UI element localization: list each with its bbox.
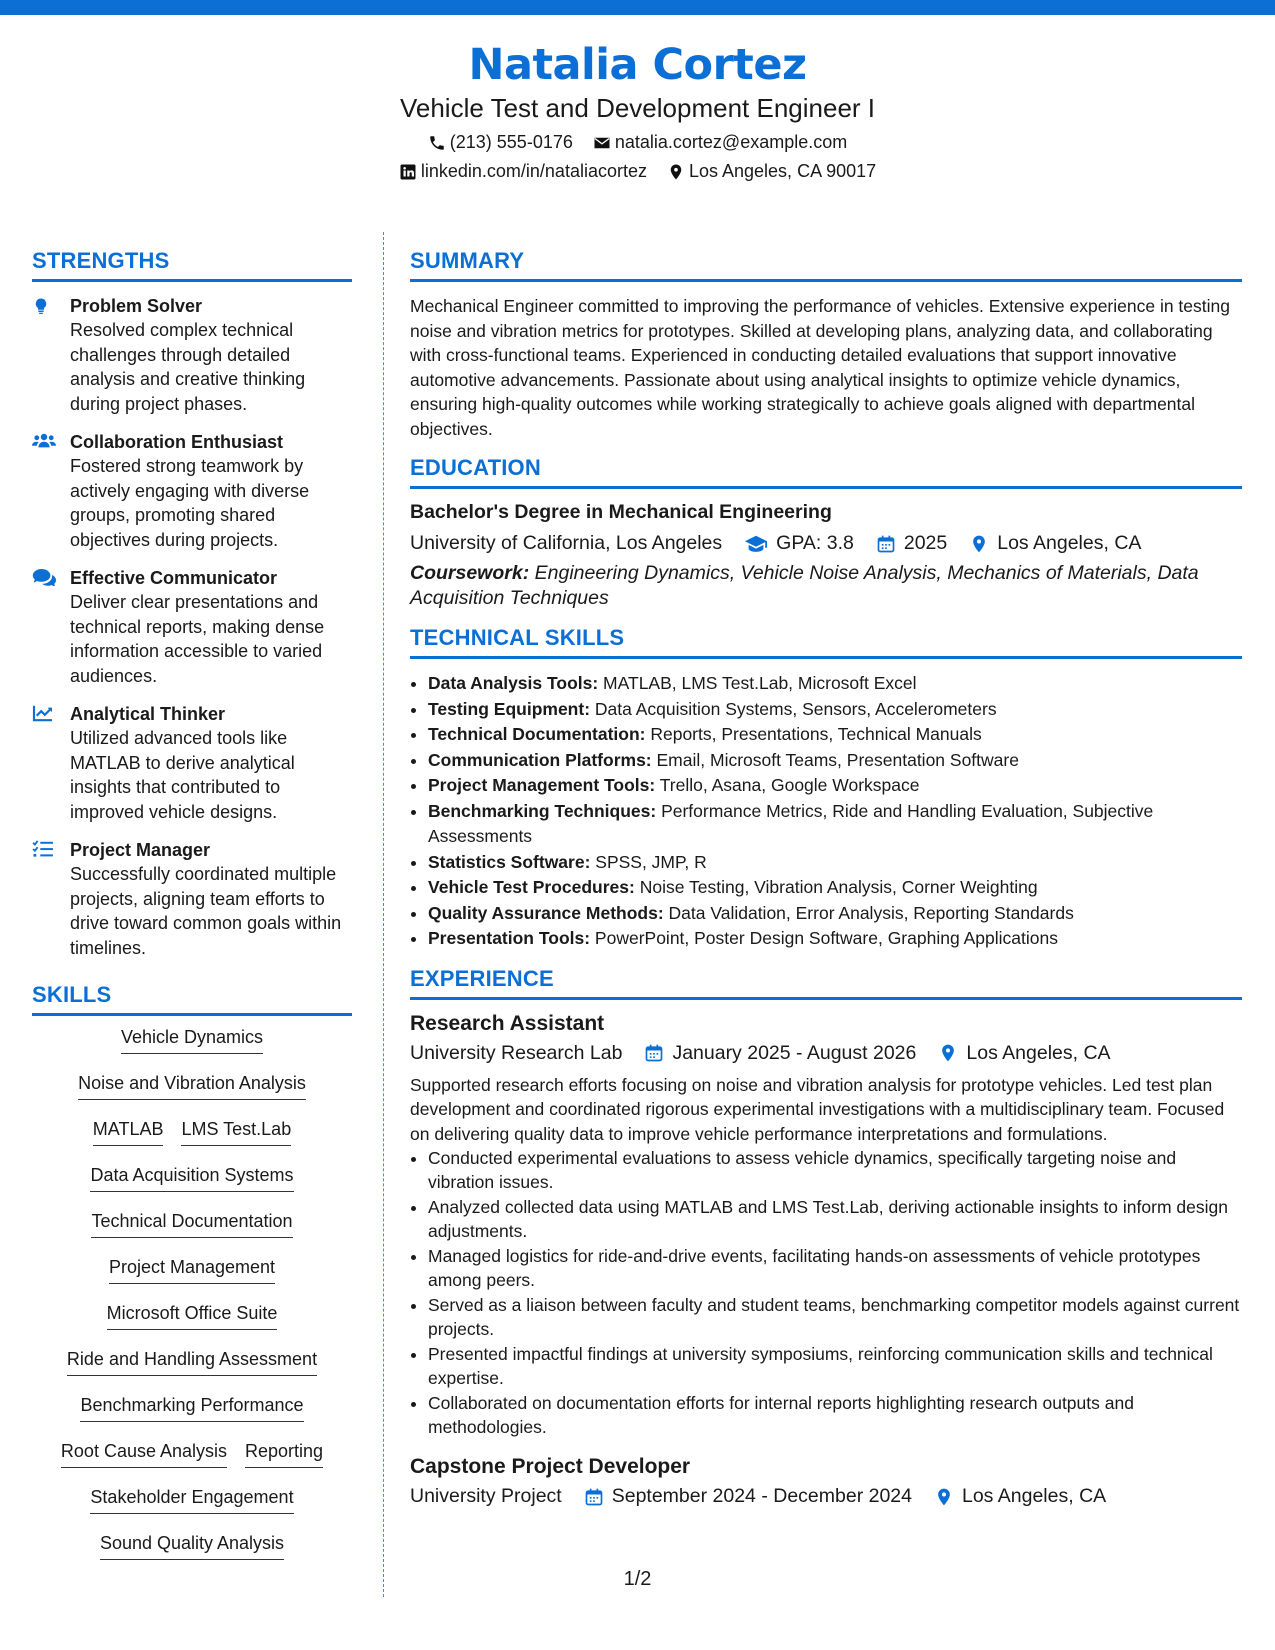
job-dates: January 2025 - August 2026 <box>672 1041 917 1064</box>
strength-title: Project Manager <box>70 840 211 860</box>
technical-skill-value: Performance Metrics, Ride and Handling Evaluation, Subjective Assessments <box>428 800 1154 846</box>
skill-tag: Data Acquisition Systems <box>90 1164 293 1192</box>
technical-skill-label: Data Analysis Tools: <box>428 673 599 693</box>
technical-skill-item <box>428 697 1242 723</box>
comments-icon <box>32 566 70 688</box>
job-meta <box>410 1042 1242 1065</box>
skill-row <box>32 1532 352 1560</box>
skill-row <box>32 1486 352 1514</box>
skill-tag: Root Cause Analysis <box>61 1440 227 1468</box>
right-column <box>410 248 1242 1524</box>
strength-description: Successfully coordinated multiple projects, aligning team efforts to drive toward common goals within timelines. <box>70 864 342 958</box>
skill-row <box>32 1164 352 1192</box>
coursework <box>410 561 1242 611</box>
location-pin-icon <box>938 1042 958 1064</box>
skill-tag: MATLAB <box>93 1118 164 1146</box>
job-title: Research Assistant <box>410 1011 605 1035</box>
technical-skill-item <box>428 748 1242 774</box>
job-location: Los Angeles, CA <box>966 1041 1111 1064</box>
candidate-name: Natalia Cortez <box>468 40 807 90</box>
location-pin-icon <box>934 1486 954 1508</box>
strength-description: Resolved complex technical challenges through detailed analysis and creative thinking during project phases. <box>70 320 306 414</box>
skill-row <box>32 1072 352 1100</box>
technical-skill-item <box>428 875 1242 901</box>
experience-section <box>410 966 1242 1509</box>
strength-item <box>32 430 352 552</box>
skill-row <box>32 1026 352 1054</box>
job-bullet: • Managed logistics for ride-and-drive events, facilitating hands-on assessments of vehicle prototypes among peers. <box>428 1244 1242 1292</box>
strengths-list <box>32 294 352 960</box>
technical-skill-value: PowerPoint, Poster Design Software, Graphing Applications <box>590 928 1058 948</box>
job-bullet: • Served as a liaison between faculty and student teams, benchmarking competitor models against current projects. <box>428 1293 1242 1341</box>
page-number: 1/2 <box>623 1568 652 1590</box>
skill-row <box>32 1256 352 1284</box>
technical-skill-value: Reports, Presentations, Technical Manuals <box>645 724 982 744</box>
skill-tag: Benchmarking Performance <box>80 1394 303 1422</box>
left-column <box>32 248 352 1578</box>
strengths-heading: STRENGTHS <box>32 248 352 282</box>
technical-skill-value: Email, Microsoft Teams, Presentation Software <box>651 749 1019 770</box>
job-bullet: • Collaborated on documentation efforts for internal reports highlighting research outputs and methodologies. <box>428 1391 1242 1439</box>
graduation-cap-icon <box>744 533 768 555</box>
calendar-icon <box>876 534 896 554</box>
skill-row <box>32 1118 352 1146</box>
list-check-icon <box>32 838 70 960</box>
location-pin-icon <box>667 163 685 181</box>
education-meta <box>410 532 1242 555</box>
phone <box>428 132 573 153</box>
strength-item <box>32 838 352 960</box>
skill-row <box>32 1348 352 1376</box>
technical-skill-value: Data Validation, Error Analysis, Reporting Standards <box>663 902 1074 923</box>
strength-item <box>32 702 352 824</box>
strength-description: Deliver clear presentations and technical reports, making dense information accessible to varied audiences. <box>70 592 325 686</box>
technical-skill-label: Vehicle Test Procedures: <box>428 877 635 897</box>
calendar-icon <box>644 1043 664 1063</box>
skill-tag: Stakeholder Engagement <box>90 1486 293 1514</box>
strength-title: Collaboration Enthusiast <box>70 432 284 452</box>
skill-tag: Technical Documentation <box>91 1210 292 1238</box>
technical-skill-value: Noise Testing, Vibration Analysis, Corner Weighting <box>634 877 1038 897</box>
resume-header <box>0 42 1275 182</box>
skills-heading: SKILLS <box>32 982 352 1016</box>
strength-title: Effective Communicator <box>70 568 278 588</box>
summary-text: Mechanical Engineer committed to improving the performance of vehicles. Extensive experience in testing noise and vibration metrics for prototypes. Skilled at developing plans, analyzing data, and collaborating with cross-functional teams. Experienced in conducting detailed evaluations that support innovative automotive advancements. Passionate about using analytical insights to optimize vehicle dynamics, ensuring high-quality outcomes while working strategically to achieve goals aligned with departmental objectives. <box>410 296 1230 439</box>
school-location: Los Angeles, CA <box>997 532 1142 554</box>
education-heading: EDUCATION <box>410 455 1242 489</box>
coursework-label: Coursework: <box>410 562 530 584</box>
job-entry <box>410 1012 1242 1440</box>
technical-skill-value: MATLAB, LMS Test.Lab, Microsoft Excel <box>598 673 917 693</box>
technical-skill-label: Statistics Software: <box>428 851 591 872</box>
technical-skills-list <box>410 671 1242 952</box>
technical-skill-item <box>428 773 1242 799</box>
technical-skill-value: SPSS, JMP, R <box>590 851 707 872</box>
calendar-icon <box>584 1487 604 1507</box>
school: University of California, Los Angeles <box>410 532 723 554</box>
education-section <box>410 455 1242 611</box>
technical-skill-value: Data Acquisition Systems, Sensors, Accelerometers <box>590 698 997 719</box>
technical-skill-label: Quality Assurance Methods: <box>428 902 664 923</box>
technical-skill-item <box>428 722 1242 748</box>
job-bullet: • Conducted experimental evaluations to assess vehicle dynamics, specifically targeting noise and vibration issues. <box>428 1146 1242 1194</box>
lightbulb-icon <box>32 294 70 416</box>
email-text: natalia.cortez@example.com <box>614 132 848 153</box>
contact-row-2 <box>0 161 1275 182</box>
job-title: Capstone Project Developer <box>410 1455 691 1478</box>
phone-icon <box>428 134 446 152</box>
address <box>667 161 876 182</box>
technical-skill-label: Testing Equipment: <box>428 698 591 719</box>
phone-text: (213) 555-0176 <box>449 132 573 153</box>
candidate-title: Vehicle Test and Development Engineer I <box>399 93 876 124</box>
strength-item <box>32 294 352 416</box>
linkedin-text: linkedin.com/in/nataliacortez <box>420 161 647 182</box>
strength-description: Utilized advanced tools like MATLAB to derive analytical insights that contributed to improved vehicle designs. <box>70 728 295 822</box>
technical-skill-label: Communication Platforms: <box>428 749 652 770</box>
job-org: University Research Lab <box>410 1041 623 1064</box>
grad-year: 2025 <box>903 532 948 554</box>
skill-row <box>32 1394 352 1422</box>
technical-skill-item <box>428 926 1242 952</box>
email[interactable] <box>593 132 847 153</box>
skills-list <box>32 1026 352 1560</box>
technical-skill-label: Project Management Tools: <box>428 775 656 795</box>
linkedin[interactable] <box>399 161 647 182</box>
users-icon <box>32 430 70 552</box>
skill-tag: Vehicle Dynamics <box>121 1026 263 1054</box>
strength-title: Analytical Thinker <box>70 704 226 724</box>
strength-description: Fostered strong teamwork by actively engaging with diverse groups, promoting shared objectives during projects. <box>70 456 310 550</box>
jobs-list <box>410 1012 1242 1509</box>
technical-skill-item <box>428 799 1242 850</box>
contact-row-1 <box>0 132 1275 153</box>
job-bullets <box>410 1146 1242 1439</box>
job-org: University Project <box>410 1485 562 1507</box>
skill-tag: Noise and Vibration Analysis <box>78 1072 306 1100</box>
technical-skill-label: Presentation Tools: <box>428 928 591 948</box>
job-meta <box>410 1485 1242 1508</box>
coursework-text: Engineering Dynamics, Vehicle Noise Analysis, Mechanics of Materials, Data Acquisition Techniques <box>410 562 1199 609</box>
job-entry <box>410 1455 1242 1508</box>
degree: Bachelor's Degree in Mechanical Engineering <box>410 501 832 523</box>
technical-skill-item <box>428 671 1242 697</box>
job-location: Los Angeles, CA <box>961 1485 1107 1507</box>
location-pin-icon <box>969 533 989 555</box>
linkedin-icon <box>399 163 417 181</box>
technical-skill-item <box>428 850 1242 876</box>
skill-tag: Reporting <box>245 1440 323 1468</box>
gpa: GPA: 3.8 <box>776 532 854 554</box>
job-bullet: • Analyzed collected data using MATLAB and LMS Test.Lab, deriving actionable insights to inform design adjustments. <box>428 1195 1242 1243</box>
strength-title: Problem Solver <box>70 296 203 316</box>
technical-skill-label: Benchmarking Techniques: <box>428 800 657 821</box>
skill-row <box>32 1302 352 1330</box>
summary-section <box>410 248 1242 441</box>
address-text: Los Angeles, CA 90017 <box>688 161 877 182</box>
technical-skill-value: Trello, Asana, Google Workspace <box>655 775 920 795</box>
skill-row <box>32 1440 352 1468</box>
skill-tag: Sound Quality Analysis <box>100 1532 284 1560</box>
technical-skill-label: Technical Documentation: <box>428 724 646 744</box>
column-divider <box>383 232 384 1597</box>
strength-item <box>32 566 352 688</box>
summary-heading: SUMMARY <box>410 248 1242 282</box>
technical-skills-section <box>410 625 1242 952</box>
skill-tag: Microsoft Office Suite <box>107 1302 278 1330</box>
chart-line-icon <box>32 702 70 824</box>
experience-heading: EXPERIENCE <box>410 966 1242 1000</box>
technical-skill-item <box>428 901 1242 927</box>
skill-tag: Ride and Handling Assessment <box>67 1348 317 1376</box>
job-summary: Supported research efforts focusing on noise and vibration analysis for prototype vehicles. Led test plan development and coordinated rigorous experimental investigations with a multidisciplinary team. Focused on delivering quality data to improve vehicle performance interpretations and formulations. <box>410 1074 1225 1144</box>
envelope-icon <box>593 134 611 152</box>
technical-skills-heading: TECHNICAL SKILLS <box>410 625 1242 659</box>
skill-row <box>32 1210 352 1238</box>
skill-tag: Project Management <box>109 1256 275 1284</box>
job-bullet: • Presented impactful findings at university symposiums, reinforcing communication skills and technical expertise. <box>428 1342 1242 1390</box>
top-accent-bar <box>0 0 1275 15</box>
skill-tag: LMS Test.Lab <box>181 1118 291 1146</box>
job-dates: September 2024 - December 2024 <box>611 1485 912 1507</box>
